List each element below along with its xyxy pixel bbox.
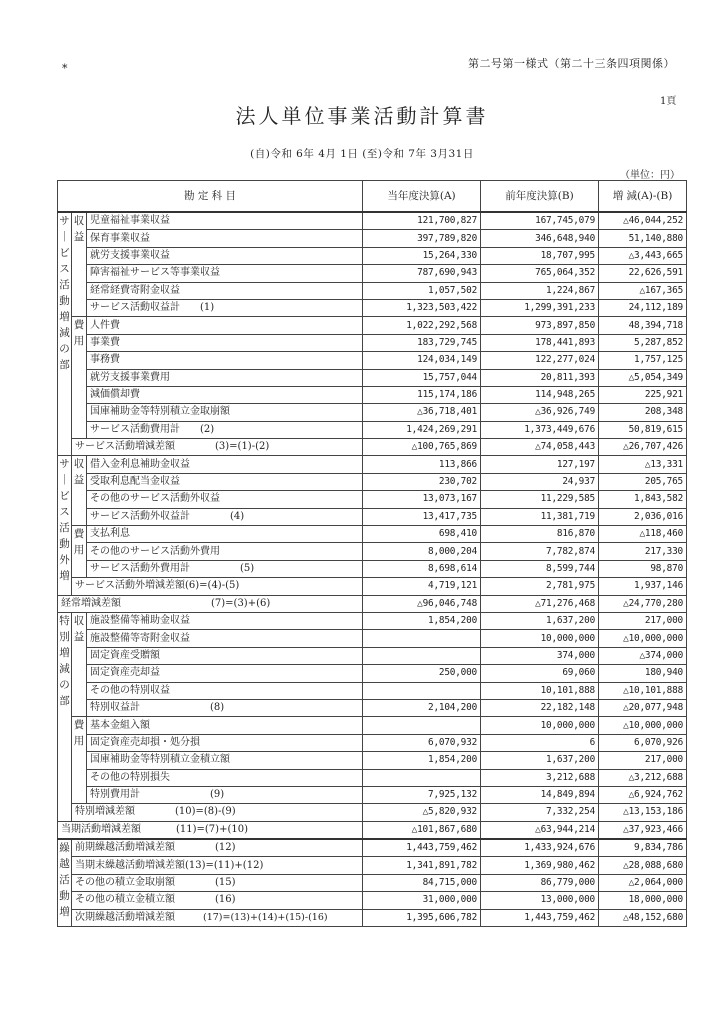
row-label: サービス活動収益計 (1) bbox=[87, 299, 363, 316]
table-row bbox=[58, 212, 687, 230]
current-year-value: 183,729,745 bbox=[363, 334, 481, 351]
current-year-value: 15,757,044 bbox=[363, 369, 481, 386]
difference-value: △3,443,665 bbox=[599, 247, 687, 264]
table-row bbox=[58, 665, 687, 682]
current-year-value: 7,925,132 bbox=[363, 786, 481, 803]
table-row bbox=[58, 352, 687, 369]
difference-value: 225,921 bbox=[599, 386, 687, 403]
unit-label: （単位：円） bbox=[620, 170, 680, 181]
column-header-account: 勘 定 科 目 bbox=[58, 181, 363, 213]
table-row-subtotal bbox=[58, 699, 687, 716]
difference-value: 2,036,016 bbox=[599, 508, 687, 525]
previous-year-value: 1,433,924,676 bbox=[481, 839, 599, 857]
row-label: 固定資産受贈額 bbox=[87, 647, 363, 664]
table-row-total bbox=[58, 578, 687, 595]
row-label: サービス活動増減差額 (3)=(1)-(2) bbox=[72, 439, 363, 456]
previous-year-value: 1,443,759,462 bbox=[481, 909, 599, 926]
row-label: 固定資産売却益 bbox=[87, 665, 363, 682]
table-row-total bbox=[58, 821, 687, 839]
row-label: サービス活動外費用計 (5) bbox=[87, 560, 363, 577]
current-year-value: 31,000,000 bbox=[363, 892, 481, 909]
table-row bbox=[58, 752, 687, 769]
difference-value: 180,940 bbox=[599, 665, 687, 682]
previous-year-value: 374,000 bbox=[481, 647, 599, 664]
fiscal-period: (自)令和 6年 4月 1日 (至)令和 7年 3月31日 bbox=[250, 148, 474, 160]
previous-year-value: 14,849,894 bbox=[481, 786, 599, 803]
table-row bbox=[58, 491, 687, 508]
current-year-value: △101,867,680 bbox=[363, 821, 481, 839]
current-year-value: 115,174,186 bbox=[363, 386, 481, 403]
difference-value: △37,923,466 bbox=[599, 821, 687, 839]
difference-value: 217,330 bbox=[599, 543, 687, 560]
row-label: 事務費 bbox=[87, 352, 363, 369]
current-year-value: △5,820,932 bbox=[363, 804, 481, 821]
current-year-value: 1,443,759,462 bbox=[363, 839, 481, 857]
previous-year-value: △74,058,443 bbox=[481, 439, 599, 456]
previous-year-value: 816,870 bbox=[481, 526, 599, 543]
row-label: 経常経費寄附金収益 bbox=[87, 282, 363, 299]
current-year-value: 124,034,149 bbox=[363, 352, 481, 369]
table-row bbox=[58, 230, 687, 247]
current-year-value: 113,866 bbox=[363, 456, 481, 473]
difference-value: △10,101,888 bbox=[599, 682, 687, 699]
difference-value: △167,365 bbox=[599, 282, 687, 299]
table-row bbox=[58, 473, 687, 490]
table-row bbox=[58, 404, 687, 421]
previous-year-value: △63,944,214 bbox=[481, 821, 599, 839]
current-year-value: 1,854,200 bbox=[363, 752, 481, 769]
table-row bbox=[58, 456, 687, 473]
row-label: 支払利息 bbox=[87, 526, 363, 543]
current-year-value bbox=[363, 717, 481, 734]
difference-value: △20,077,948 bbox=[599, 699, 687, 716]
table-row bbox=[58, 334, 687, 351]
row-label: その他のサービス活動外収益 bbox=[87, 491, 363, 508]
difference-value: 6,070,926 bbox=[599, 734, 687, 751]
previous-year-value: 1,369,980,462 bbox=[481, 857, 599, 874]
difference-value: △10,000,000 bbox=[599, 630, 687, 647]
previous-year-value: 13,000,000 bbox=[481, 892, 599, 909]
current-year-value: 4,719,121 bbox=[363, 578, 481, 595]
difference-value: 1,843,582 bbox=[599, 491, 687, 508]
previous-year-value: 1,373,449,676 bbox=[481, 421, 599, 438]
difference-value: △28,088,680 bbox=[599, 857, 687, 874]
row-label: 次期繰越活動増減差額 (17)=(13)+(14)+(15)-(16) bbox=[72, 909, 363, 926]
current-year-value: 1,424,269,291 bbox=[363, 421, 481, 438]
difference-value: 217,000 bbox=[599, 612, 687, 629]
difference-value: 51,140,880 bbox=[599, 230, 687, 247]
current-year-value: 13,417,735 bbox=[363, 508, 481, 525]
previous-year-value: 1,637,200 bbox=[481, 752, 599, 769]
row-label: 就労支援事業収益 bbox=[87, 247, 363, 264]
previous-year-value: 127,197 bbox=[481, 456, 599, 473]
row-label: その他の特別損失 bbox=[87, 769, 363, 786]
previous-year-value: 18,707,995 bbox=[481, 247, 599, 264]
table-row-subtotal bbox=[58, 560, 687, 577]
difference-value: △10,000,000 bbox=[599, 717, 687, 734]
previous-year-value: 114,948,265 bbox=[481, 386, 599, 403]
table-row bbox=[58, 769, 687, 786]
row-label: 前期繰越活動増減差額 (12) bbox=[72, 839, 363, 857]
current-year-value: 698,410 bbox=[363, 526, 481, 543]
difference-value: 9,834,786 bbox=[599, 839, 687, 857]
table-row bbox=[58, 892, 687, 909]
group-label-expense: 費 用 bbox=[72, 717, 87, 804]
row-label: その他の特別収益 bbox=[87, 682, 363, 699]
previous-year-value: 1,224,867 bbox=[481, 282, 599, 299]
section-label-carry: 繰 越 活 動 増 bbox=[58, 839, 72, 926]
difference-value: △13,153,186 bbox=[599, 804, 687, 821]
activity-statement-table bbox=[57, 180, 687, 927]
table-row-total bbox=[58, 804, 687, 821]
current-year-value: 787,690,943 bbox=[363, 265, 481, 282]
difference-value: 18,000,000 bbox=[599, 892, 687, 909]
table-header-row bbox=[58, 181, 687, 213]
asterisk-mark: * bbox=[62, 62, 68, 75]
row-label: その他の積立金取崩額 (15) bbox=[72, 874, 363, 891]
current-year-value: 230,702 bbox=[363, 473, 481, 490]
previous-year-value: △71,276,468 bbox=[481, 595, 599, 612]
difference-value: 208,348 bbox=[599, 404, 687, 421]
row-label: 児童福祉事業収益 bbox=[87, 212, 363, 230]
row-label: 特別費用計 (9) bbox=[87, 786, 363, 803]
current-year-value: 250,000 bbox=[363, 665, 481, 682]
table-row bbox=[58, 612, 687, 629]
table-row bbox=[58, 369, 687, 386]
current-year-value: 1,057,502 bbox=[363, 282, 481, 299]
previous-year-value: 167,745,079 bbox=[481, 212, 599, 230]
previous-year-value: 1,299,391,233 bbox=[481, 299, 599, 316]
previous-year-value: 346,648,940 bbox=[481, 230, 599, 247]
table-row bbox=[58, 734, 687, 751]
previous-year-value: 765,064,352 bbox=[481, 265, 599, 282]
difference-value: △13,331 bbox=[599, 456, 687, 473]
table-row bbox=[58, 247, 687, 264]
previous-year-value: 22,182,148 bbox=[481, 699, 599, 716]
difference-value: △26,707,426 bbox=[599, 439, 687, 456]
current-year-value: 1,341,891,782 bbox=[363, 857, 481, 874]
row-label: 特別増減差額 (10)=(8)-(9) bbox=[72, 804, 363, 821]
previous-year-value: 24,937 bbox=[481, 473, 599, 490]
row-label: 特別収益計 (8) bbox=[87, 699, 363, 716]
previous-year-value: 10,101,888 bbox=[481, 682, 599, 699]
section-label-service-other: サ ｜ ビ ス 活 動 外 増 bbox=[58, 456, 72, 595]
current-year-value: △100,765,869 bbox=[363, 439, 481, 456]
row-label: 障害福祉サービス等事業収益 bbox=[87, 265, 363, 282]
difference-value: △2,064,000 bbox=[599, 874, 687, 891]
table-row bbox=[58, 265, 687, 282]
table-row bbox=[58, 317, 687, 334]
group-label-income: 収 益 bbox=[72, 456, 87, 526]
table-row bbox=[58, 386, 687, 403]
table-row-subtotal bbox=[58, 786, 687, 803]
difference-value: 1,757,125 bbox=[599, 352, 687, 369]
table-row bbox=[58, 717, 687, 734]
current-year-value: 8,000,204 bbox=[363, 543, 481, 560]
previous-year-value: 86,779,000 bbox=[481, 874, 599, 891]
row-label: その他のサービス活動外費用 bbox=[87, 543, 363, 560]
row-label: 借入金利息補助金収益 bbox=[87, 456, 363, 473]
form-label: 第二号第一様式（第二十三条四項関係） bbox=[468, 57, 675, 70]
current-year-value: 15,264,330 bbox=[363, 247, 481, 264]
page-title: 法人単位事業活動計算書 bbox=[235, 104, 489, 128]
table-row bbox=[58, 282, 687, 299]
row-label: 受取利息配当金収益 bbox=[87, 473, 363, 490]
current-year-value: △36,718,401 bbox=[363, 404, 481, 421]
section-label-special: 特 別 増 減 の 部 bbox=[58, 612, 72, 821]
row-label: サービス活動費用計 (2) bbox=[87, 421, 363, 438]
row-label: 保育事業収益 bbox=[87, 230, 363, 247]
current-year-value: 2,104,200 bbox=[363, 699, 481, 716]
group-label-income: 収 益 bbox=[72, 612, 87, 716]
table-row-subtotal bbox=[58, 421, 687, 438]
current-year-value: 13,073,167 bbox=[363, 491, 481, 508]
table-row bbox=[58, 839, 687, 857]
previous-year-value: 8,599,744 bbox=[481, 560, 599, 577]
group-label-expense: 費 用 bbox=[72, 526, 87, 578]
group-label-expense: 費 用 bbox=[72, 317, 87, 439]
previous-year-value: 178,441,893 bbox=[481, 334, 599, 351]
current-year-value: 1,395,606,782 bbox=[363, 909, 481, 926]
row-label: 施設整備等補助金収益 bbox=[87, 612, 363, 629]
current-year-value: 1,022,292,568 bbox=[363, 317, 481, 334]
current-year-value: 397,789,820 bbox=[363, 230, 481, 247]
current-year-value: 6,070,932 bbox=[363, 734, 481, 751]
table-row bbox=[58, 647, 687, 664]
difference-value: △6,924,762 bbox=[599, 786, 687, 803]
table-row bbox=[58, 526, 687, 543]
table-row-subtotal bbox=[58, 508, 687, 525]
previous-year-value: 20,811,393 bbox=[481, 369, 599, 386]
previous-year-value: 973,897,850 bbox=[481, 317, 599, 334]
previous-year-value: 7,332,254 bbox=[481, 804, 599, 821]
difference-value: 98,870 bbox=[599, 560, 687, 577]
difference-value: △48,152,680 bbox=[599, 909, 687, 926]
row-label: 当期活動増減差額 (11)=(7)+(10) bbox=[58, 821, 363, 839]
section-label-service: サ ｜ ビ ス 活 動 増 減 の 部 bbox=[58, 212, 72, 456]
difference-value: △24,770,280 bbox=[599, 595, 687, 612]
table-row-total bbox=[58, 595, 687, 612]
previous-year-value: 69,060 bbox=[481, 665, 599, 682]
column-header-difference: 増 減(A)-(B) bbox=[599, 181, 687, 213]
page-number: 1頁 bbox=[660, 96, 677, 107]
row-label: その他の積立金積立額 (16) bbox=[72, 892, 363, 909]
difference-value: 5,287,852 bbox=[599, 334, 687, 351]
table-row-subtotal bbox=[58, 299, 687, 316]
row-label: 固定資産売却損・処分損 bbox=[87, 734, 363, 751]
row-label: 事業費 bbox=[87, 334, 363, 351]
row-label: 国庫補助金等特別積立金取崩額 bbox=[87, 404, 363, 421]
table-row bbox=[58, 630, 687, 647]
current-year-value bbox=[363, 630, 481, 647]
current-year-value: 84,715,000 bbox=[363, 874, 481, 891]
row-label: 人件費 bbox=[87, 317, 363, 334]
column-header-current-year: 当年度決算(A) bbox=[363, 181, 481, 213]
row-label: サービス活動外収益計 (4) bbox=[87, 508, 363, 525]
row-label: 就労支援事業費用 bbox=[87, 369, 363, 386]
row-label: サービス活動外増減差額(6)=(4)-(5) bbox=[72, 578, 363, 595]
previous-year-value: 122,277,024 bbox=[481, 352, 599, 369]
previous-year-value: △36,926,749 bbox=[481, 404, 599, 421]
previous-year-value: 11,381,719 bbox=[481, 508, 599, 525]
difference-value: △374,000 bbox=[599, 647, 687, 664]
column-header-previous-year: 前年度決算(B) bbox=[481, 181, 599, 213]
difference-value: 1,937,146 bbox=[599, 578, 687, 595]
previous-year-value: 11,229,585 bbox=[481, 491, 599, 508]
current-year-value: 1,854,200 bbox=[363, 612, 481, 629]
table-row bbox=[58, 543, 687, 560]
group-label-income: 収 益 bbox=[72, 212, 87, 317]
difference-value: 48,394,718 bbox=[599, 317, 687, 334]
current-year-value: 121,700,827 bbox=[363, 212, 481, 230]
previous-year-value: 10,000,000 bbox=[481, 717, 599, 734]
row-label: 当期末繰越活動増減差額(13)=(11)+(12) bbox=[72, 857, 363, 874]
previous-year-value: 6 bbox=[481, 734, 599, 751]
previous-year-value: 3,212,688 bbox=[481, 769, 599, 786]
row-label: 基本金組入額 bbox=[87, 717, 363, 734]
row-label: 施設整備等寄附金収益 bbox=[87, 630, 363, 647]
previous-year-value: 1,637,200 bbox=[481, 612, 599, 629]
current-year-value: △96,046,748 bbox=[363, 595, 481, 612]
difference-value: △118,460 bbox=[599, 526, 687, 543]
previous-year-value: 2,781,975 bbox=[481, 578, 599, 595]
current-year-value: 8,698,614 bbox=[363, 560, 481, 577]
difference-value: △46,044,252 bbox=[599, 212, 687, 230]
row-label: 減価償却費 bbox=[87, 386, 363, 403]
table-row bbox=[58, 682, 687, 699]
row-label: 国庫補助金等特別積立金積立額 bbox=[87, 752, 363, 769]
current-year-value bbox=[363, 647, 481, 664]
current-year-value bbox=[363, 682, 481, 699]
difference-value: △3,212,688 bbox=[599, 769, 687, 786]
table-row-total bbox=[58, 909, 687, 926]
current-year-value bbox=[363, 769, 481, 786]
difference-value: 24,112,189 bbox=[599, 299, 687, 316]
previous-year-value: 7,782,874 bbox=[481, 543, 599, 560]
table-row-total bbox=[58, 439, 687, 456]
table-row bbox=[58, 874, 687, 891]
row-label: 経常増減差額 (7)=(3)+(6) bbox=[58, 595, 363, 612]
difference-value: 22,626,591 bbox=[599, 265, 687, 282]
table-row bbox=[58, 857, 687, 874]
current-year-value: 1,323,503,422 bbox=[363, 299, 481, 316]
difference-value: 205,765 bbox=[599, 473, 687, 490]
previous-year-value: 10,000,000 bbox=[481, 630, 599, 647]
difference-value: 217,000 bbox=[599, 752, 687, 769]
difference-value: △5,054,349 bbox=[599, 369, 687, 386]
difference-value: 50,819,615 bbox=[599, 421, 687, 438]
